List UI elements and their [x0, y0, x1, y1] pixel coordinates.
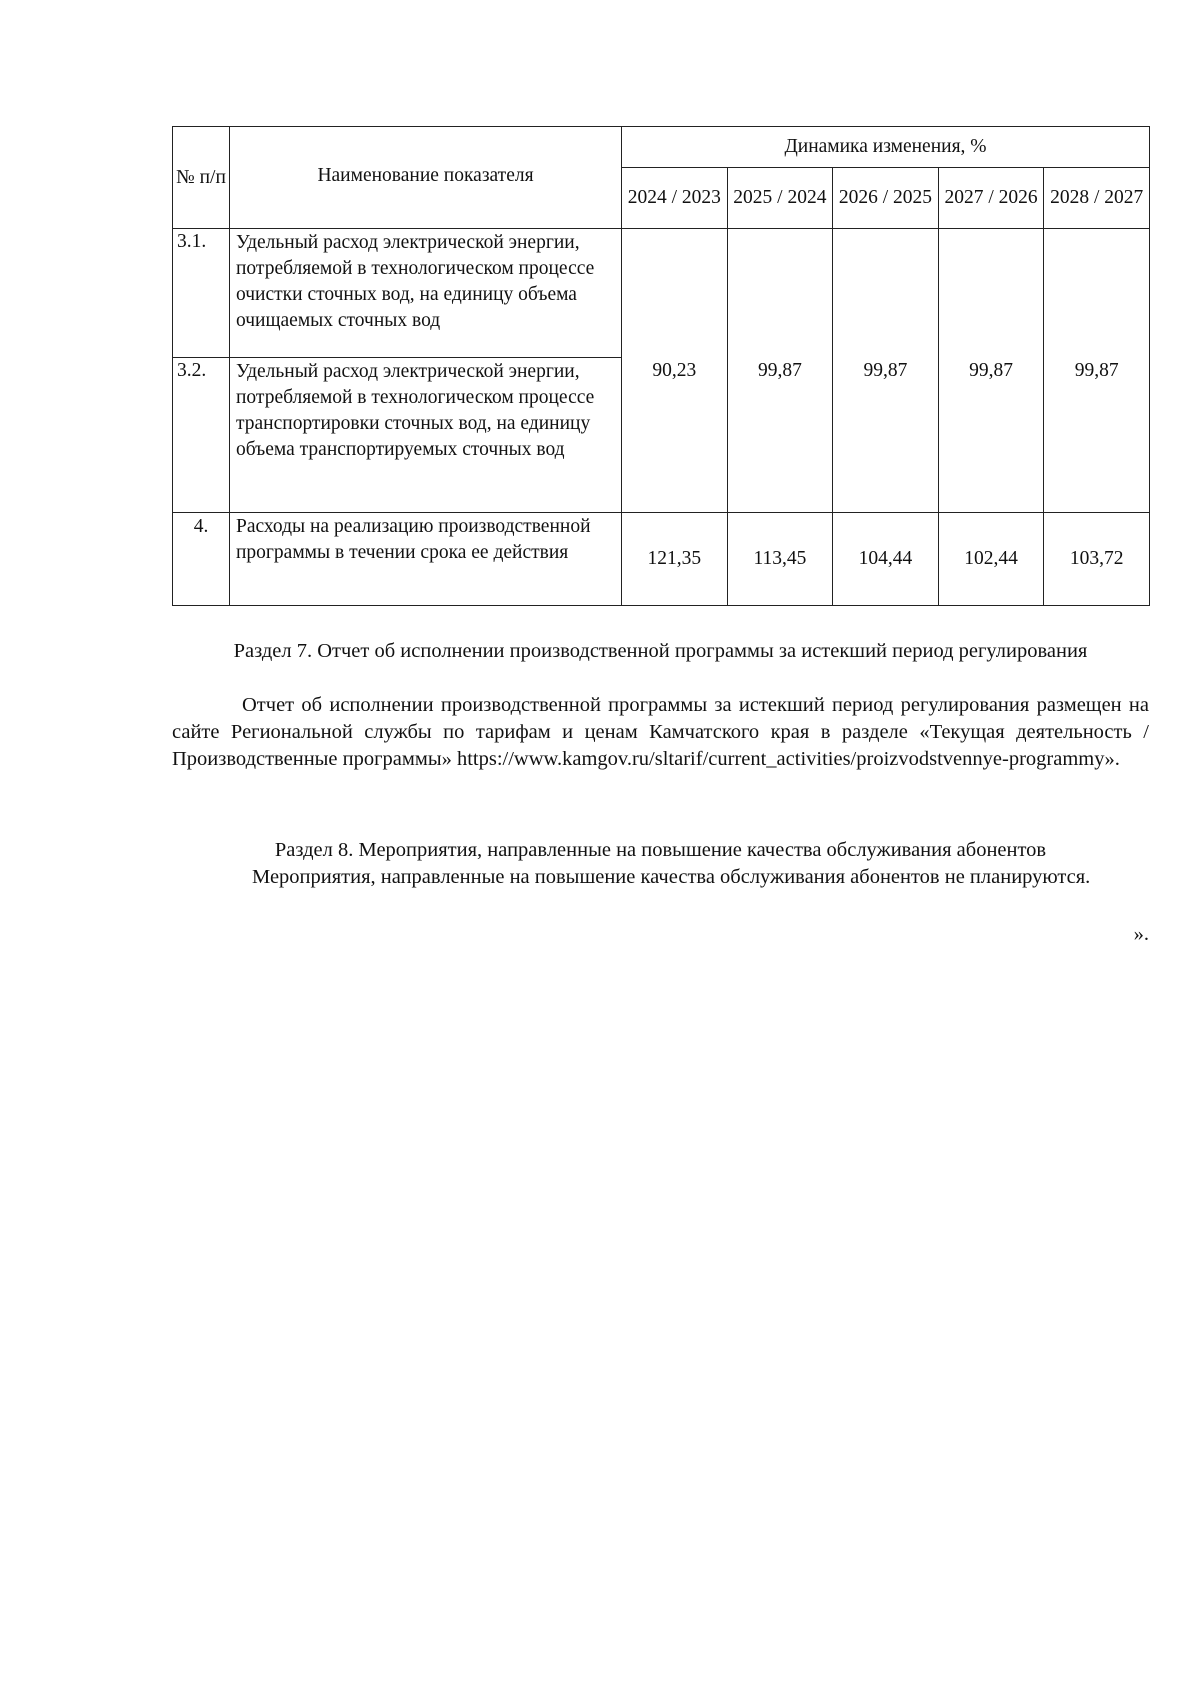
- row-num: 3.1.: [173, 229, 230, 358]
- row-value: 103,72: [1044, 513, 1150, 606]
- section7-title: Раздел 7. Отчет об исполнении производственной программы за истекший период регулирования: [233, 640, 1088, 662]
- row-value: 121,35: [622, 513, 728, 606]
- merged-value: 99,87: [833, 229, 939, 513]
- row-num: 4.: [173, 513, 230, 606]
- merged-value: 99,87: [727, 229, 833, 513]
- header-name: Наименование показателя: [230, 127, 622, 229]
- section7-body: Отчет об исполнении производственной программы за истекший период регулирования размещен на сайте Региональной службы по тарифам и ценам Камчатского края в разделе «Текущая деятельность / Производственные программы» https://www.kamgov.ru/sltarif/current_activities/proizvodstvennye-programmy».: [172, 694, 1149, 770]
- section8-body: Мероприятия, направленные на повышение качества обслуживания абонентов не планируются.: [252, 866, 1091, 888]
- merged-value: 99,87: [938, 229, 1044, 513]
- header-period: 2025 / 2024: [727, 168, 833, 229]
- dynamics-table: [172, 126, 1150, 606]
- merged-value: 90,23: [622, 229, 728, 513]
- row-value: 102,44: [938, 513, 1044, 606]
- header-period: 2028 / 2027: [1044, 168, 1150, 229]
- header-period: 2026 / 2025: [833, 168, 939, 229]
- closing-quote: ».: [1133, 923, 1149, 945]
- row-num: 3.2.: [173, 358, 230, 513]
- header-period: 2027 / 2026: [938, 168, 1044, 229]
- row-value: 113,45: [727, 513, 833, 606]
- table-row: [173, 513, 1150, 606]
- row-value: 104,44: [833, 513, 939, 606]
- section8-title: Раздел 8. Мероприятия, направленные на повышение качества обслуживания абонентов: [274, 839, 1047, 861]
- header-dynamics: Динамика изменения, %: [622, 127, 1150, 168]
- row-name: Удельный расход электрической энергии, потребляемой в технологическом процессе транспортировки сточных вод, на единицу объема транспортируемых сточных вод: [230, 358, 622, 513]
- header-period: 2024 / 2023: [622, 168, 728, 229]
- merged-value: 99,87: [1044, 229, 1150, 513]
- row-name: Расходы на реализацию производственной программы в течении срока ее действия: [230, 513, 622, 606]
- header-num: № п/п: [173, 127, 230, 229]
- table-row: [173, 229, 1150, 358]
- row-name: Удельный расход электрической энергии, потребляемой в технологическом процессе очистки сточных вод, на единицу объема очищаемых сточных вод: [230, 229, 622, 358]
